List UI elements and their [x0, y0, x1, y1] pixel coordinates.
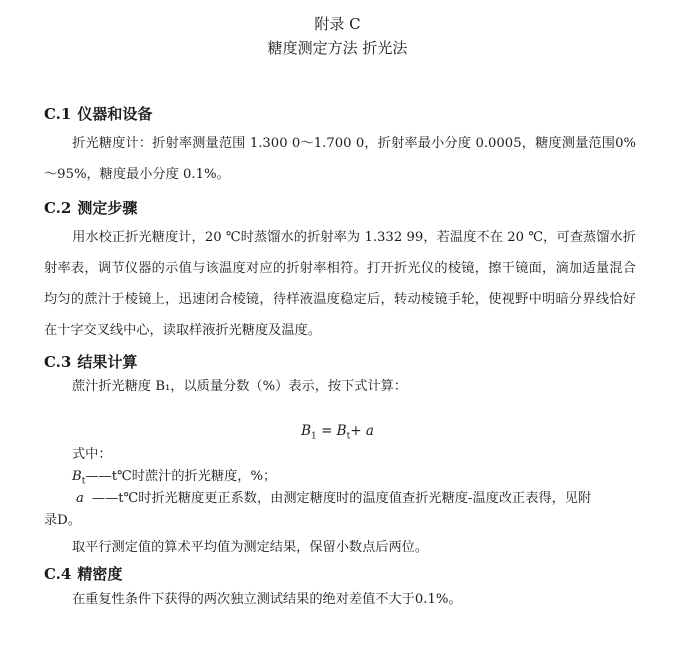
paragraph-text: 用水校正折光糖度计，20 ℃时蒸馏水的折射率为 1.332 99，若温度不在 20 ℃，可查蒸馏水折射率表，调节仪器的示值与该温度对应的折射率相符。打开折光仪的棱镜，擦干镜面，滴加适量混合均匀的蔗汁于棱镜上，迅速闭合棱镜，待样液温度稳定后，转动棱镜手轮，使视野中明暗分界线恰好在十字交叉线中心，读取样液折光糖度及温度。: [44, 230, 636, 338]
section-title: 精密度: [77, 565, 123, 583]
calculation-intro: 蔗汁折光糖度 B₁，以质量分数（%）表示，按下式计算：: [72, 379, 408, 394]
definition-a-continuation: 录D。: [44, 513, 81, 528]
section-number: C.1: [44, 105, 72, 123]
definition-a: a ——t℃时折光糖度更正系数，由测定糖度时的温度值查折光糖度-温度改正表得，见附: [76, 491, 592, 506]
method-title: 糖度测定方法 折光法: [267, 39, 408, 57]
definition-text: ——t℃时折光糖度更正系数，由测定糖度时的温度值查折光糖度-温度改正表得，见附: [91, 491, 592, 506]
section-number: C.4: [44, 565, 72, 583]
formula-equals: =: [321, 423, 333, 439]
paragraph-text: 折光糖度计：折射率测量范围 1.300 0～1.700 0，折射率最小分度 0.0005，糖度测量范围0%～95%，糖度最小分度 0.1%。: [44, 136, 636, 182]
section-title: 结果计算: [77, 353, 138, 371]
section-number: C.2: [44, 199, 72, 217]
section-heading-c3: [44, 351, 137, 373]
precision-text: 在重复性条件下获得的两次独立测试结果的绝对差值不大于0.1%。: [72, 592, 462, 607]
formula-plus: +: [350, 423, 362, 439]
formula-lhs: $B_1$: [301, 423, 317, 442]
formula-term-a: a: [365, 423, 374, 439]
appendix-title: 附录 C: [314, 15, 361, 33]
definition-bt: $B_t——t℃$时蔗汁的折光糖度，%；: [72, 469, 277, 487]
section-title: 测定步骤: [77, 199, 138, 217]
section-heading-c1: [44, 103, 152, 125]
section-c1-paragraph: [44, 128, 636, 190]
formula-rhs: $B_t$: [336, 423, 351, 442]
rounding-rule: 取平行测定值的算术平均值为测定结果，保留小数点后两位。: [72, 540, 429, 555]
section-heading-c4: [44, 563, 122, 585]
section-heading-c2: [44, 197, 137, 219]
section-title: 仪器和设备: [77, 105, 153, 123]
section-number: C.3: [44, 353, 72, 371]
section-c2-paragraph: [44, 222, 636, 346]
definition-text: ——t℃时蔗汁的折光糖度，%；: [85, 469, 277, 484]
where-label: 式中：: [72, 447, 112, 462]
